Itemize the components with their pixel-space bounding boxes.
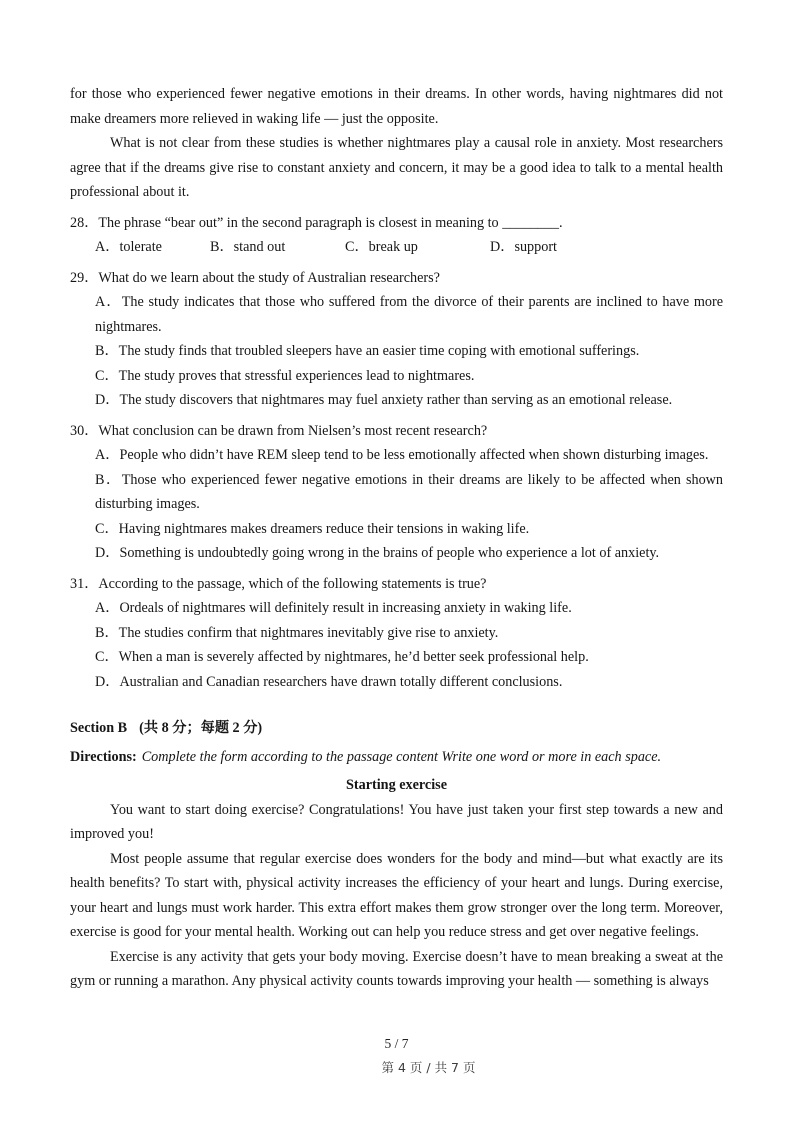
option-text: Ordeals of nightmares will definitely result in increasing anxiety in waking life. [119,600,572,616]
question-text: The phrase “bear out” in the second paragraph is closest in meaning to ________. [98,214,563,231]
option-label: C． [95,649,119,665]
directions-label: Directions: [70,748,137,765]
option-text: The studies confirm that nightmares inevitably give rise to anxiety. [118,624,499,641]
option-label: D． [95,545,120,561]
option-label: D． [490,239,515,255]
option-text: Australian and Canadian researchers have drawn totally different conclusions. [119,673,563,690]
option-a [95,596,723,621]
option-text: Those who experienced fewer negative emotions in their dreams are likely to be affected when shown disturbing images. [95,471,723,512]
question-28-options [95,235,723,260]
passage-paragraph: What is not clear from these studies is whether nightmares play a causal role in anxiety. Most researchers agree that if the dreams give rise to constant anxiety and concern, it may be a good idea to talk to a mental health professional about it. [70,135,723,200]
option-c [95,645,723,670]
option-a [95,290,723,339]
section-b-directions [70,745,723,770]
option-label: B． [95,343,119,359]
option-d [490,235,557,260]
question-number: 30． [70,422,99,439]
option-text: stand out [233,239,286,255]
question-30 [70,419,723,566]
option-a [95,235,210,260]
option-c [95,517,723,542]
question-28 [70,211,723,260]
option-label: A． [95,294,122,310]
option-text: break up [368,239,418,255]
option-c [95,364,723,389]
question-text: According to the passage, which of the following statements is true? [98,575,487,592]
section-b-title: Section B [70,720,128,736]
option-label: D． [95,392,120,408]
question-31 [70,572,723,695]
option-text: The study finds that troubled sleepers have an easier time coping with emotional sufferings. [118,343,640,359]
passage-paragraph-continued: for those who experienced fewer negative emotions in their dreams. In other words, having nightmares did not make dreamers more relieved in waking life — just the opposite. [70,86,723,127]
question-text: What conclusion can be drawn from Nielsen’s most recent research? [98,422,488,439]
page-content [70,82,723,994]
question-28-stem [70,211,723,236]
section-b-paragraph-3: Exercise is any activity that gets your body moving. Exercise doesn’t have to mean breaking a sweat at the gym or running a marathon. Any physical activity counts towards improving your health — something is always [70,948,723,989]
option-label: B． [95,471,122,488]
option-text: Having nightmares makes dreamers reduce their tensions in waking life. [118,520,530,537]
page-number-chinese: 第 4 页 / 共 7 页 [381,1060,476,1075]
section-b-paragraph-2: Most people assume that regular exercise does wonders for the body and mind—but what exactly are its health benefits? To start with, physical activity increases the efficiency of your heart and lungs. During exercise, your heart and lungs must work harder. This extra effort makes them grow stronger over the long term. Moreover, exercise is good for your mental health. Working out can help you reduce stress and get over negative feelings. [70,850,723,940]
option-label: A． [95,239,120,255]
question-number: 31． [70,575,99,592]
option-b [95,468,723,517]
option-label: B． [210,239,234,255]
option-a [95,443,723,468]
question-29-stem [70,266,723,291]
option-text: When a man is severely affected by nightmares, he’d better seek professional help. [118,649,589,665]
question-29 [70,266,723,413]
option-label: B． [95,624,119,641]
option-b [95,621,723,646]
option-label: A． [95,447,120,463]
option-d [95,670,723,695]
question-text: What do we learn about the study of Australian researchers? [98,269,440,286]
option-label: D． [95,673,120,690]
page-number: 5 / 7 [384,1036,409,1051]
option-label: C． [95,520,119,537]
option-label: C． [95,367,119,384]
option-text: People who didn’t have REM sleep tend to be less emotionally affected when shown disturbing images. [119,447,709,463]
option-text: The study indicates that those who suffered from the divorce of their parents are inclined to have more nightmares. [95,294,724,335]
option-c [345,235,490,260]
question-number: 29． [70,269,99,286]
directions-text: Complete the form according to the passage content Write one word or more in each space. [141,748,662,765]
option-text: The study proves that stressful experiences lead to nightmares. [118,367,475,384]
option-b [210,235,345,260]
option-label: A． [95,600,120,616]
section-b-paragraph-1: You want to start doing exercise? Congratulations! You have just taken your first step towards a new and improved you! [70,801,723,842]
question-31-stem [70,572,723,597]
section-b-score-note: (共 8 分；每题 2 分) [139,720,263,736]
question-30-stem [70,419,723,444]
option-text: tolerate [119,239,162,255]
option-text: support [514,239,557,255]
question-number: 28． [70,214,99,231]
section-b-heading [70,716,723,741]
option-text: The study discovers that nightmares may fuel anxiety rather than serving as an emotional release. [119,392,673,408]
option-label: C． [345,239,369,255]
option-d [95,388,723,413]
option-d [95,541,723,566]
option-text: Something is undoubtedly going wrong in the brains of people who experience a lot of anxiety. [119,545,660,561]
option-b [95,339,723,364]
passage-title: Starting exercise [346,777,447,793]
